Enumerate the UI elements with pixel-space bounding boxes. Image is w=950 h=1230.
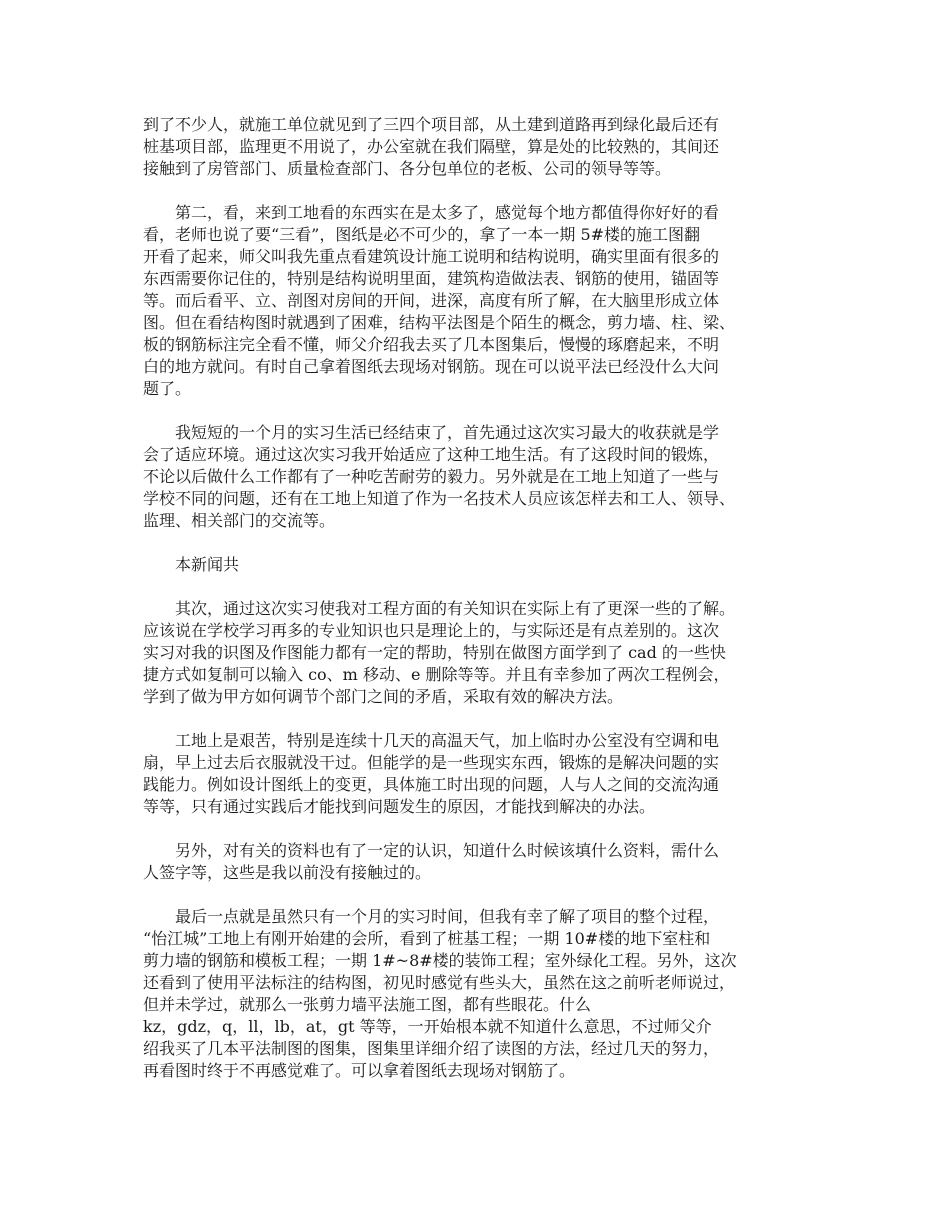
text-line: 不论以后做什么工作都有了一种吃苦耐劳的毅力。另外就是在工地上知道了一些与 xyxy=(143,467,720,486)
text-line: 接触到了房管部门、质量检查部门、各分包单位的老板、公司的领导等等。 xyxy=(143,159,672,178)
text-line: 还看到了使用平法标注的结构图，初见时感觉有些头大，虽然在这之前听老师说过， xyxy=(143,973,736,992)
text-line: 应该说在学校学习再多的专业知识也只是理论上的，与实际还是有点差别的。这次 xyxy=(143,621,720,640)
text-line: 到了不少人，就施工单位就见到了三四个项目部，从土建到道路再到绿化最后还有 xyxy=(143,115,720,134)
text-line: 等。而后看平、立、剖图对房间的开间，进深，高度有所了解，在大脑里形成立体 xyxy=(143,291,720,310)
text-line: 另外，对有关的资料也有了一定的认识，知道什么时候该填什么资料，需什么 xyxy=(175,841,720,860)
paragraph-8 xyxy=(143,906,833,1082)
text-line: 再看图时终于不再感觉难了。可以拿着图纸去现场对钢筋了。 xyxy=(143,1061,576,1080)
text-line: 桩基项目部，监理更不用说了，办公室就在我们隔壁，算是处的比较熟的，其间还 xyxy=(143,137,720,156)
text-line: 等等，只有通过实践后才能找到问题发生的原因，才能找到解决的办法。 xyxy=(143,797,656,816)
document-body xyxy=(143,114,833,1104)
paragraph-2 xyxy=(143,202,833,400)
text-line: 剪力墙的钢筋和模板工程；一期 1#~8#楼的装饰工程；室外绿化工程。另外，这次 xyxy=(143,951,737,970)
paragraph-7 xyxy=(143,840,833,884)
text-line: 第二，看，来到工地看的东西实在是太多了，感觉每个地方都值得你好好的看 xyxy=(175,203,720,222)
text-line: 捷方式如复制可以输入 co、m 移动、e 删除等等。并且有幸参加了两次工程例会， xyxy=(143,665,730,684)
text-line: 白的地方就问。有时自己拿着图纸去现场对钢筋。现在可以说平法已经没什么大问 xyxy=(143,357,720,376)
text-line: kz，gdz，q，ll，lb，at，gt 等等，一开始根本就不知道什么意思，不过师父介 xyxy=(143,1017,712,1036)
text-line: 东西需要你记住的，特别是结构说明里面，建筑构造做法表、钢筋的使用，锚固等 xyxy=(143,269,720,288)
text-line: 板的钢筋标注完全看不懂，师父介绍我去买了几本图集后，慢慢的琢磨起来，不明 xyxy=(143,335,720,354)
text-line: “怡江城”工地上有刚开始建的会所，看到了桩基工程；一期 10#楼的地下室柱和 xyxy=(143,929,711,948)
text-line: 最后一点就是虽然只有一个月的实习时间，但我有幸了解了项目的整个过程， xyxy=(175,907,720,926)
text-line: 本新闻共 xyxy=(175,555,240,574)
text-line: 践能力。例如设计图纸上的变更，具体施工时出现的问题，人与人之间的交流沟通 xyxy=(143,775,720,794)
paragraph-1 xyxy=(143,114,833,180)
text-line: 看，老师也说了要“三看”，图纸是必不可少的，拿了一本一期 5#楼的施工图翻 xyxy=(143,225,701,244)
text-line: 扇，早上过去后衣服就没干过。但能学的是一些现实东西，锻炼的是解决问题的实 xyxy=(143,753,720,772)
text-line: 会了适应环境。通过这次实习我开始适应了这种工地生活。有了这段时间的锻炼， xyxy=(143,445,720,464)
text-line: 题了。 xyxy=(143,379,192,398)
text-line: 监理、相关部门的交流等。 xyxy=(143,511,336,530)
paragraph-4 xyxy=(143,554,833,576)
paragraph-6 xyxy=(143,730,833,818)
paragraph-3 xyxy=(143,422,833,532)
text-line: 我短短的一个月的实习生活已经结束了，首先通过这次实习最大的收获就是学 xyxy=(175,423,720,442)
text-line: 学校不同的问题，还有在工地上知道了作为一名技术人员应该怎样去和工人、领导、 xyxy=(143,489,736,508)
text-line: 人签字等，这些是我以前没有接触过的。 xyxy=(143,863,432,882)
text-line: 学到了做为甲方如何调节个部门之间的矛盾，采取有效的解决方法。 xyxy=(143,687,624,706)
text-line: 图。但在看结构图时就遇到了困难，结构平法图是个陌生的概念，剪力墙、柱、梁、 xyxy=(143,313,736,332)
paragraph-5 xyxy=(143,598,833,708)
text-line: 工地上是艰苦，特别是连续十几天的高温天气，加上临时办公室没有空调和电 xyxy=(175,731,720,750)
text-line: 绍我买了几本平法制图的图集，图集里详细介绍了读图的方法，经过几天的努力， xyxy=(143,1039,720,1058)
text-line: 实习对我的识图及作图能力都有一定的帮助，特别在做图方面学到了 cad 的一些快 xyxy=(143,643,726,662)
text-line: 开看了起来，师父叫我先重点看建筑设计施工说明和结构说明，确实里面有很多的 xyxy=(143,247,720,266)
text-line: 其次，通过这次实习使我对工程方面的有关知识在实际上有了更深一些的了解。 xyxy=(175,599,736,618)
text-line: 但并未学过，就那么一张剪力墙平法施工图，都有些眼花。什么 xyxy=(143,995,592,1014)
